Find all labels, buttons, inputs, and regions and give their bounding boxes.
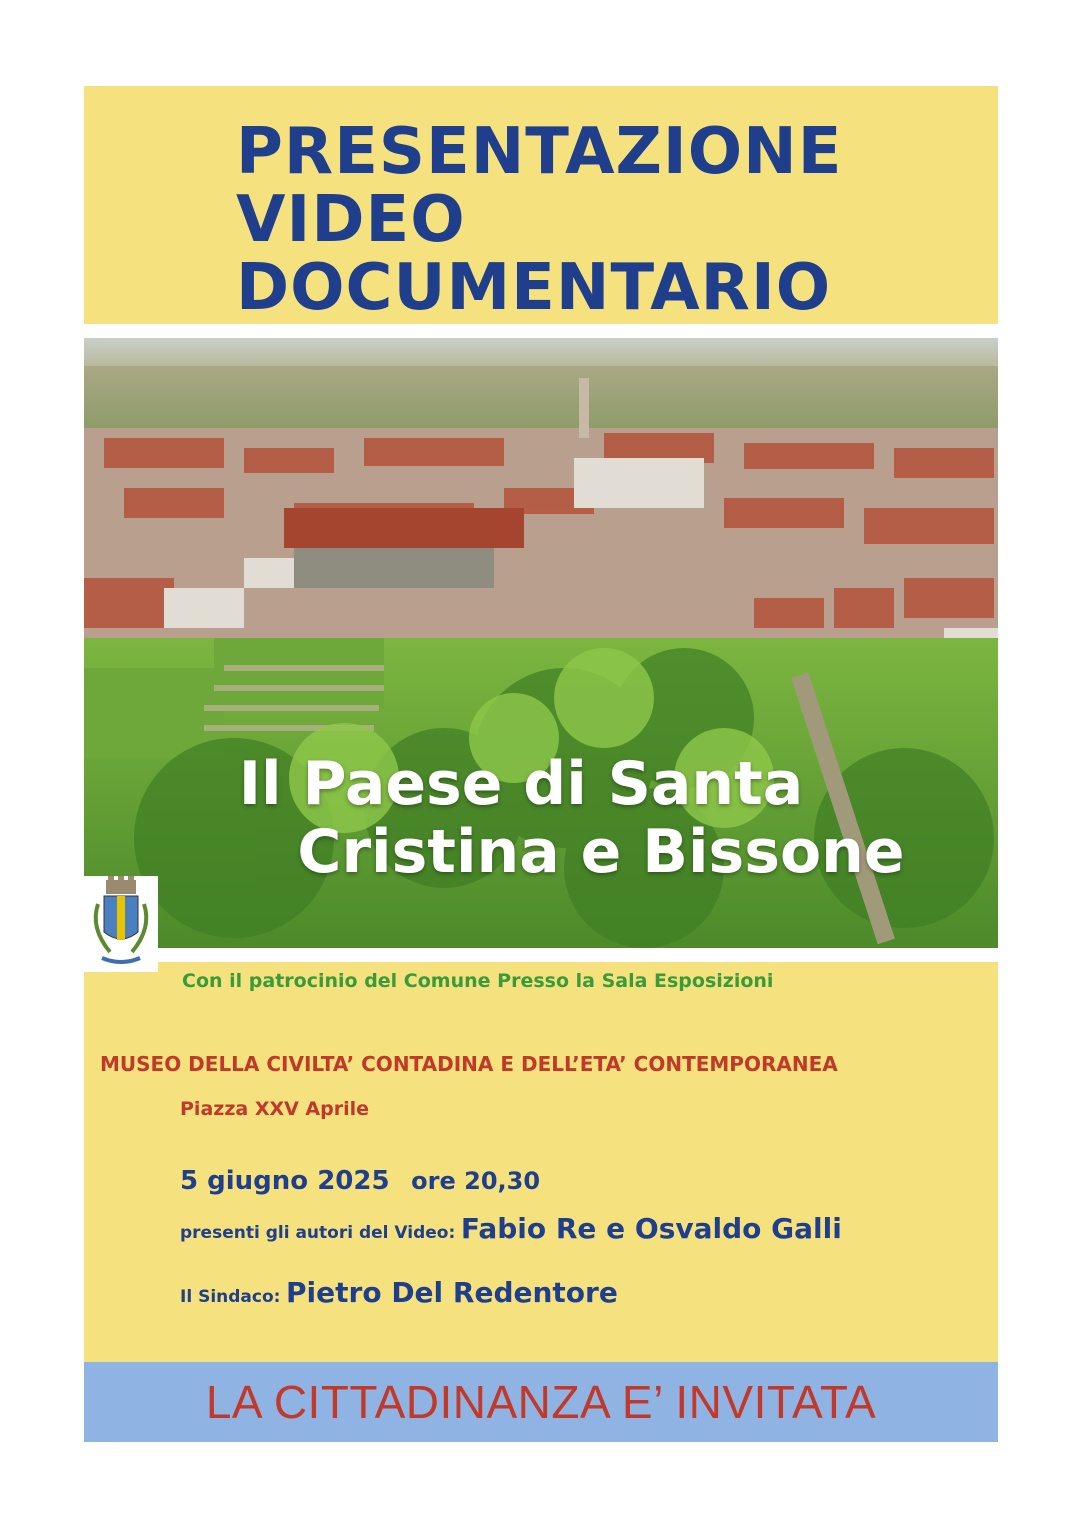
authors-label: presenti gli autori del Video: bbox=[180, 1223, 456, 1243]
photo-overlay-title bbox=[84, 750, 998, 886]
event-date: 5 giugno 2025 bbox=[180, 1166, 390, 1196]
mayor-line bbox=[180, 1276, 618, 1309]
authors-names: Fabio Re e Osvaldo Galli bbox=[460, 1212, 842, 1245]
event-time: ore 20,30 bbox=[411, 1167, 541, 1195]
venue-address: Piazza XXV Aprile bbox=[180, 1098, 370, 1120]
patronage-text: Con il patrocinio del Comune Presso la Sala Esposizioni bbox=[182, 970, 774, 992]
mayor-label: Il Sindaco: bbox=[180, 1287, 281, 1307]
title-line-2: VIDEO bbox=[236, 183, 466, 257]
overlay-line-1: Il Paese di Santa bbox=[238, 749, 804, 819]
event-datetime bbox=[180, 1166, 540, 1196]
authors-line bbox=[180, 1212, 842, 1245]
poster-title bbox=[236, 115, 843, 325]
title-line-3: DOCUMENTARIO bbox=[236, 251, 832, 325]
crest-icon bbox=[84, 876, 158, 972]
venue-name: MUSEO DELLA CIVILTA’ CONTADINA E DELL’ETA’ CONTEMPORANEA bbox=[100, 1052, 838, 1076]
invite-text: LA CITTADINANZA E’ INVITATA bbox=[205, 1376, 877, 1428]
overlay-line-2: Cristina e Bissone bbox=[297, 817, 905, 887]
title-line-1: PRESENTAZIONE bbox=[236, 115, 843, 189]
mayor-name: Pietro Del Redentore bbox=[286, 1276, 618, 1309]
